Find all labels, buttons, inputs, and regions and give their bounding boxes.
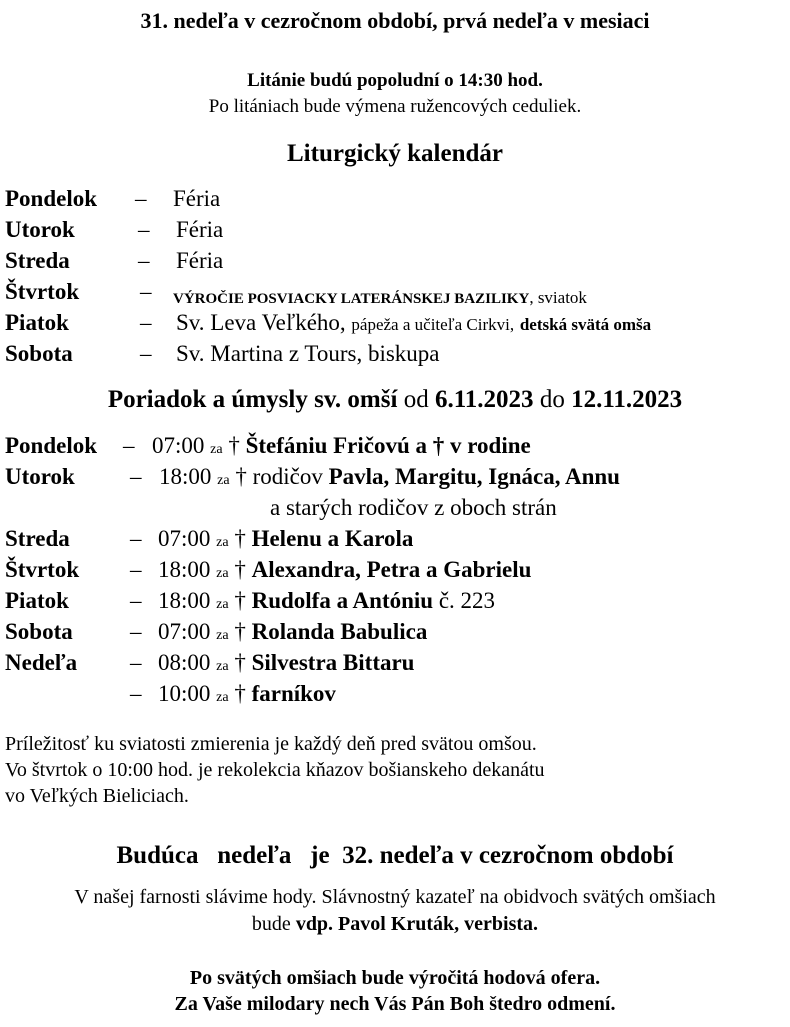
date-to: 12.11.2023: [571, 386, 683, 413]
mass-dash: –: [123, 433, 135, 458]
thanks-note: Za Vaše milodary nech Vás Pán Boh štedro odmení.: [174, 993, 616, 1015]
mass-time: 07:00: [158, 526, 211, 551]
children-mass: detská svätá omša: [519, 315, 652, 334]
note-location: vo Veľkých Bieliciach.: [5, 785, 189, 807]
calendar-dash: –: [140, 310, 152, 335]
mass-intent-plain: rodičov: [252, 464, 323, 489]
page-title: 31. nedeľa v cezročnom období, prvá nedeľa v mesiaci: [140, 8, 650, 33]
mass-time: 18:00: [158, 557, 211, 582]
preacher-name: vdp. Pavol Kruták, verbista.: [295, 913, 539, 935]
mass-time: 08:00: [158, 650, 211, 675]
mass-day: Utorok: [5, 464, 75, 489]
calendar-dash: –: [138, 217, 150, 242]
cross-icon: †: [235, 464, 247, 489]
za-label: za: [216, 597, 229, 612]
cross-icon: †: [234, 588, 246, 613]
note-recollection: Vo štvrtok o 10:00 hod. je rekolekcia kňazov bošianskeho dekanátu: [5, 759, 545, 781]
mass-intent: Rudolfa a Antóniu: [251, 588, 434, 613]
mass-time: 07:00: [152, 433, 205, 458]
feast-name: VÝROČIE POSVIACKY LATERÁNSKEJ BAZILIKY: [173, 291, 530, 307]
mass-dash: –: [130, 650, 142, 675]
mass-day: Sobota: [5, 619, 73, 644]
preacher-prefix: bude: [251, 913, 291, 935]
cross-icon: †: [234, 650, 246, 675]
calendar-text: Sv. Martina z Tours, biskupa: [176, 341, 440, 366]
za-label: za: [216, 566, 229, 581]
calendar-dash: –: [140, 279, 152, 304]
za-label: za: [210, 442, 223, 457]
mass-intent: Rolanda Babulica: [251, 619, 428, 644]
calendar-text: Féria: [173, 186, 221, 211]
mass-time: 18:00: [158, 588, 211, 613]
next-sunday-preacher: [0, 913, 790, 936]
calendar-text: Féria: [176, 217, 224, 242]
note-confession: Príležitosť ku sviatosti zmierenia je každý deň pred svätou omšou.: [5, 733, 537, 755]
litanie-note: Po litániach bude výmena ružencových ceduliek.: [208, 96, 582, 117]
cross-icon: †: [234, 557, 246, 582]
calendar-text: Féria: [176, 248, 224, 273]
mass-time: 18:00: [159, 464, 212, 489]
mass-time: 10:00: [158, 681, 211, 706]
za-label: za: [216, 628, 229, 643]
calendar-day: Sobota: [5, 341, 73, 366]
cross-icon: †: [228, 433, 240, 458]
mass-day: Streda: [5, 526, 70, 551]
saint-name: Sv. Leva Veľkého,: [176, 310, 346, 335]
calendar-dash: –: [140, 341, 152, 366]
mass-dash: –: [130, 588, 142, 613]
cross-icon: †: [234, 681, 246, 706]
mass-intent: Štefániu Fričovú a † v rodine: [245, 433, 531, 458]
mass-dash: –: [130, 526, 142, 551]
cross-icon: †: [234, 619, 246, 644]
calendar-day: Streda: [5, 248, 70, 273]
mass-day: Piatok: [5, 588, 69, 613]
masses-do: do: [539, 386, 565, 413]
calendar-day: Štvrtok: [5, 279, 80, 304]
mass-intent: Silvestra Bittaru: [251, 650, 415, 675]
cross-icon: †: [234, 526, 246, 551]
mass-time: 07:00: [158, 619, 211, 644]
mass-day: Nedeľa: [5, 650, 78, 675]
mass-dash: –: [130, 557, 142, 582]
calendar-day: Utorok: [5, 217, 75, 242]
za-label: za: [216, 535, 229, 550]
calendar-dash: –: [138, 248, 150, 273]
house-number: č. 223: [438, 588, 496, 613]
feast-rank: , sviatok: [529, 288, 587, 307]
mass-dash: –: [130, 619, 142, 644]
mass-day: Pondelok: [5, 433, 98, 458]
za-label: za: [217, 473, 230, 488]
mass-intent: farníkov: [251, 681, 336, 706]
next-sunday-info: V našej farnosti slávime hody. Slávnostný kazateľ na obidvoch svätých omšiach: [74, 886, 716, 908]
za-label: za: [216, 659, 229, 674]
mass-dash: –: [130, 464, 142, 489]
calendar-day: Pondelok: [5, 186, 98, 211]
za-label: za: [216, 690, 229, 705]
offering-note: Po svätých omšiach bude výročitá hodová ofera.: [189, 967, 601, 989]
calendar-dash: –: [135, 186, 147, 211]
litanie-info: Litánie budú popoludní o 14:30 hod.: [247, 70, 543, 91]
next-sunday-heading: Budúca nedeľa je 32. nedeľa v cezročnom období: [116, 842, 674, 869]
mass-day: Štvrtok: [5, 557, 80, 582]
masses-heading: [0, 386, 790, 414]
mass-intent: Pavla, Margitu, Ignáca, Annu: [328, 464, 620, 489]
calendar-heading: Liturgický kalendár: [287, 140, 503, 167]
saint-desc: pápeža a učiteľa Cirkvi,: [351, 315, 515, 334]
mass-dash: –: [130, 681, 142, 706]
masses-heading-text: Poriadok a úmysly sv. omší: [107, 386, 398, 413]
mass-intent: Helenu a Karola: [251, 526, 414, 551]
date-from: 6.11.2023: [434, 386, 534, 413]
mass-intent-cont: a starých rodičov z oboch strán: [270, 495, 557, 520]
masses-od: od: [403, 386, 429, 413]
calendar-day: Piatok: [5, 310, 69, 335]
mass-intent: Alexandra, Petra a Gabrielu: [251, 557, 532, 582]
